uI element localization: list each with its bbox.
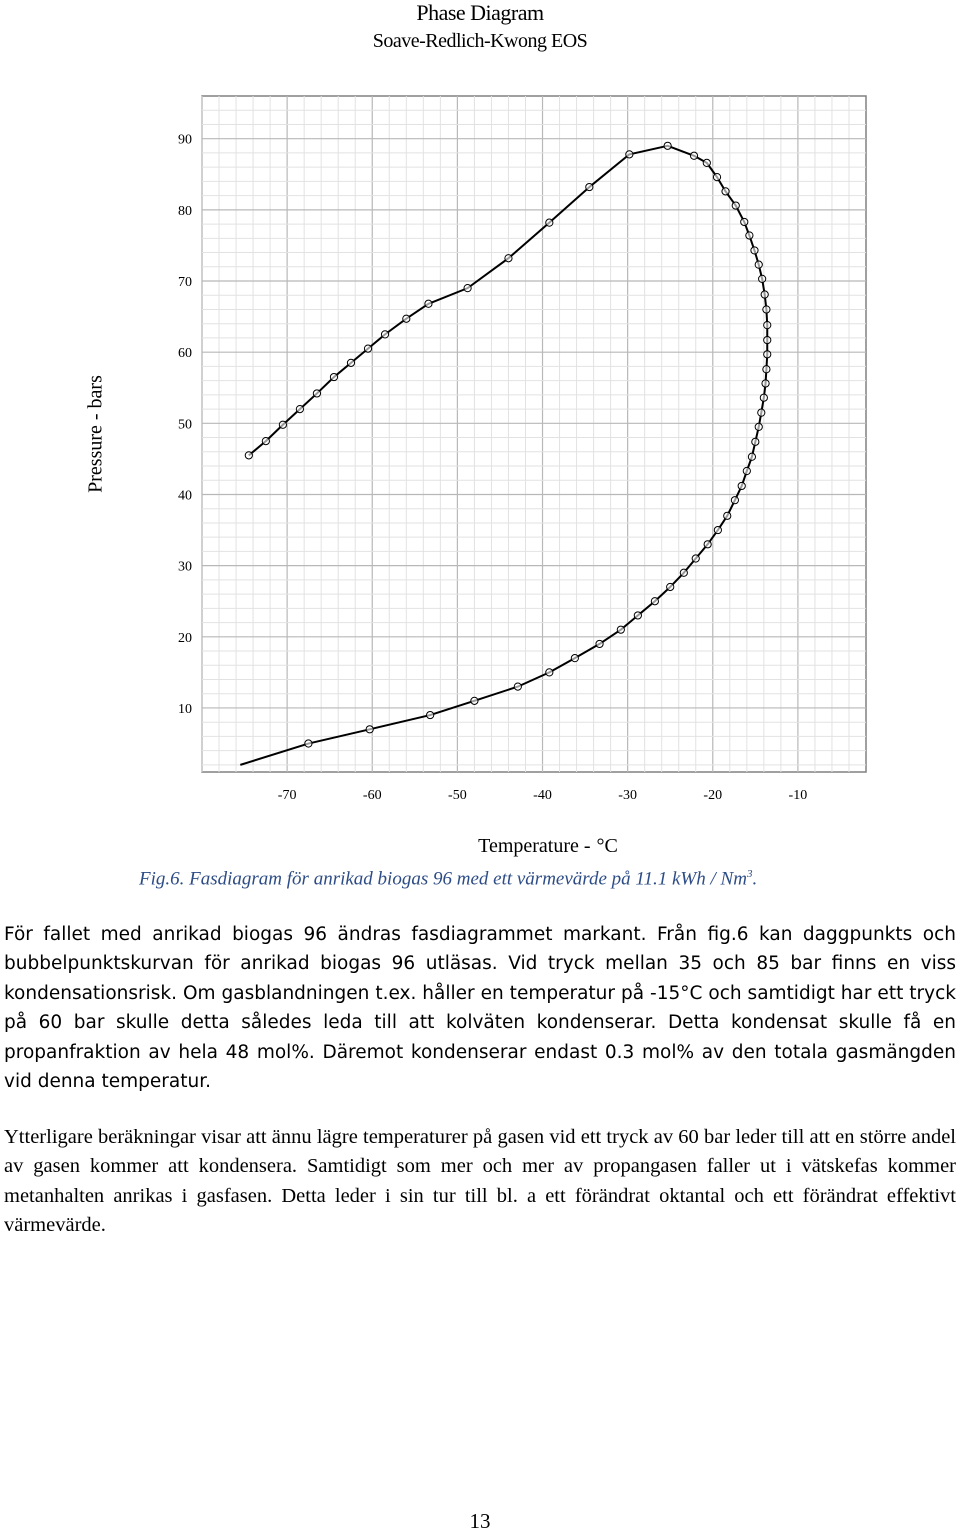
data-point [743,467,750,474]
data-point [724,512,731,519]
y-tick-label: 70 [178,275,192,291]
caption-text: Fig.6. Fasdiagram för anrikad biogas 96 med ett värmevärde på 11.1 kWh / Nm [139,868,747,890]
x-axis-label-main: Temperature - [478,835,591,857]
data-point [764,336,771,343]
data-point [714,526,721,533]
data-point [546,219,553,226]
data-point [758,409,765,416]
data-point [262,438,269,445]
y-tick-label: 60 [178,346,192,362]
data-point [245,452,252,459]
data-point [760,394,767,401]
data-point [381,331,388,338]
x-tick-label: -60 [362,788,382,803]
data-point [752,438,759,445]
paragraph-2: Ytterligare beräkningar visar att ännu lägre temperaturer på gasen vid ett tryck av 60 bar leder till att en större andel av gasen kommer att kondensera. Samtidigt som mer och mer av propangasen faller ut i vätskefas kommer metanhalten anrikas i gasfasen. Detta leder i sin tur till bl. a ett förändrat oktantal och ett förändrat effektivt värmevärde. [4,1126,956,1237]
y-tick-label: 10 [178,701,192,717]
data-point [586,183,593,190]
data-point [617,626,624,633]
x-axis-label [478,835,618,858]
data-point [471,697,478,704]
data-point [690,152,697,159]
grid [202,96,866,772]
data-point [596,640,603,647]
x-tick-label: -20 [703,788,723,803]
data-point [651,598,658,605]
data-point [764,351,771,358]
data-point [731,497,738,504]
data-point [464,285,471,292]
data-point [732,202,739,209]
y-tick-label: 50 [178,417,192,433]
caption-end: . [752,868,758,890]
data-point [313,390,320,397]
data-point [680,569,687,576]
data-point [571,655,578,662]
x-tick-label: -50 [448,788,467,803]
data-point [763,366,770,373]
data-point [626,151,633,158]
data-point [634,612,641,619]
chart-title: Phase Diagram [416,0,544,25]
chart-subtitle: Soave-Redlich-Kwong EOS [372,30,588,52]
y-tick-label: 30 [178,559,192,575]
x-tick-label: -10 [788,788,808,803]
data-point [762,380,769,387]
data-point [755,423,762,430]
data-point [427,711,434,718]
data-point [347,359,354,366]
plot-frame [202,96,866,772]
data-point [546,669,553,676]
data-point [704,541,711,548]
y-axis-label: Pressure - bars [84,375,107,493]
data-point [763,306,770,313]
data-point [505,255,512,262]
x-tick-label: -40 [533,788,552,803]
data-point [403,315,410,322]
data-point [305,740,312,747]
data-point [713,174,720,181]
data-point [279,421,286,428]
figure-caption [139,868,757,890]
page-number: 13 [469,1509,491,1533]
data-point [425,300,432,307]
data-point [664,142,671,149]
x-tick-label: -30 [618,788,637,803]
data-point [741,218,748,225]
data-point [764,322,771,329]
data-point [364,345,371,352]
data-point [748,453,755,460]
data-point [692,555,699,562]
data-point [667,583,674,590]
y-tick-label: 90 [178,132,192,148]
series-layer [240,142,771,765]
data-point [738,482,745,489]
data-point [703,159,710,166]
x-axis-label-unit: °C [596,835,618,857]
x-tick-label: -70 [277,788,297,803]
data-point [330,373,337,380]
data-point [366,726,373,733]
y-tick-label: 80 [178,203,192,219]
data-point [761,291,768,298]
data-point [746,232,753,239]
data-point [759,275,766,282]
data-point [722,188,729,195]
data-point [751,247,758,254]
y-tick-label: 40 [178,488,192,504]
y-tick-label: 20 [178,630,192,646]
caption-superscript: 3 [746,868,753,880]
data-point [514,683,521,690]
data-point [755,261,762,268]
data-point [296,405,303,412]
paragraph-1: För fallet med anrikad biogas 96 ändras fasdiagrammet markant. Från fig.6 kan daggpunkts och bubbelpunktskurvan för anrikad biogas 96 utläsas. Vid tryck mellan 35 och 85 bar finns en viss kondensationsrisk. Om gasblandningen t.ex. håller en temperatur på -15°C och samtidigt har ett tryck på 60 bar skulle detta således leda till att kolväten kondenserar. Detta kondensat skulle få en propanfraktion av hela 48 mol%. Däremot kondenserar endast 0.3 mol% av den totala gasmängden vid denna temperatur. [4,924,956,1093]
